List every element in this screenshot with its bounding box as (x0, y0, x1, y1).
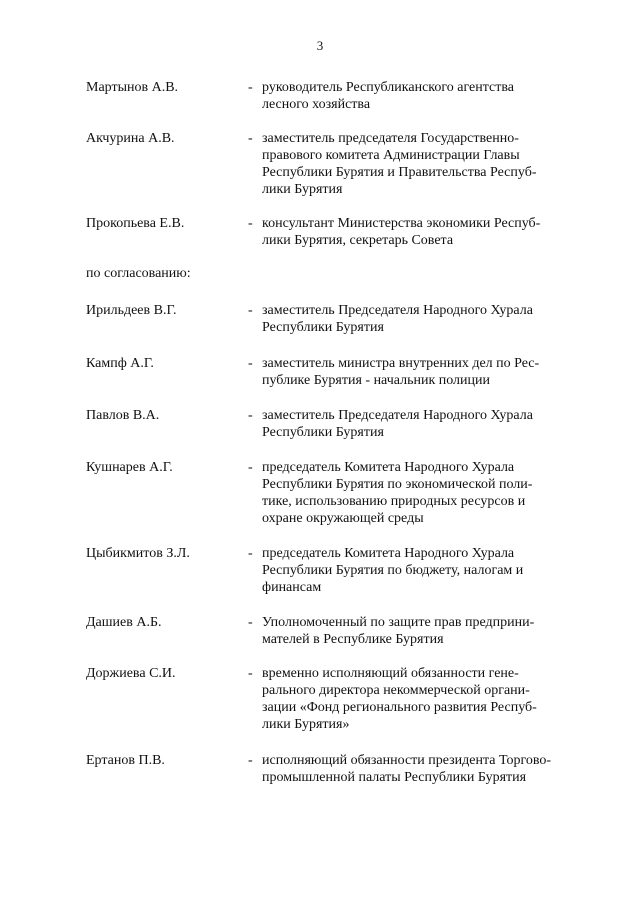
member-name: Доржиева С.И. (86, 666, 176, 681)
position-line: Республики Бурятия (262, 320, 384, 335)
position-line: правового комитета Администрации Главы (262, 148, 520, 163)
member-position (262, 215, 573, 249)
position-line: руководитель Республиканского агентства (262, 80, 515, 95)
position-line: временно исполняющий обязанности гене- (262, 666, 519, 681)
position-line: рального директора некоммерческой органи- (262, 683, 530, 698)
dash: - (248, 131, 253, 146)
position-line: заместитель Председателя Народного Хурала (262, 408, 533, 423)
member-name: Мартынов А.В. (86, 80, 179, 95)
position-line: председатель Комитета Народного Хурала (262, 460, 515, 475)
dash: - (248, 460, 253, 475)
member-position (262, 752, 573, 786)
member-name: Павлов В.А. (86, 408, 160, 423)
position-line: Республики Бурятия по экономической поли- (262, 477, 533, 492)
position-line: исполняющий обязанности президента Торгово- (262, 753, 552, 768)
dash: - (248, 408, 253, 423)
member-name: Ирильдеев В.Г. (86, 303, 177, 318)
member-position (262, 665, 573, 733)
dash: - (248, 303, 253, 318)
member-position (262, 79, 573, 113)
member-name: Дашиев А.Б. (86, 615, 162, 630)
position-line: мателей в Республике Бурятия (262, 632, 444, 647)
position-line: лесного хозяйства (262, 97, 371, 112)
member-name: Акчурина А.В. (86, 131, 175, 146)
member-name: Прокопьева Е.В. (86, 216, 185, 231)
position-line: Уполномоченный по защите прав предприни- (262, 615, 535, 630)
dash: - (248, 546, 253, 561)
position-line: Республики Бурятия (262, 425, 384, 440)
member-position (262, 302, 573, 336)
page-number: 3 (316, 38, 324, 53)
member-position (262, 459, 573, 527)
position-line: охране окружающей среды (262, 511, 424, 526)
position-line: Республики Бурятия и Правительства Респуб- (262, 165, 537, 180)
member-position (262, 130, 573, 198)
member-name: Ертанов П.В. (86, 753, 165, 768)
position-line: лики Бурятия, секретарь Совета (262, 233, 454, 248)
position-line: лики Бурятия» (262, 717, 350, 732)
dash: - (248, 356, 253, 371)
position-line: председатель Комитета Народного Хурала (262, 546, 515, 561)
position-line: финансам (262, 580, 322, 595)
dash: - (248, 216, 253, 231)
dash: - (248, 615, 253, 630)
member-name: Цыбикмитов З.Л. (86, 546, 190, 561)
member-position (262, 545, 573, 596)
member-name: Кампф А.Г. (86, 356, 154, 371)
position-line: Республики Бурятия по бюджету, налогам и (262, 563, 524, 578)
position-line: промышленной палаты Республики Бурятия (262, 770, 527, 785)
member-position (262, 407, 573, 441)
position-line: консультант Министерства экономики Респуб- (262, 216, 541, 231)
dash: - (248, 753, 253, 768)
position-line: заместитель председателя Государственно- (262, 131, 519, 146)
position-line: лики Бурятия (262, 182, 343, 197)
member-position (262, 614, 573, 648)
position-line: заместитель Председателя Народного Хурала (262, 303, 533, 318)
member-position (262, 355, 573, 389)
position-line: тике, использованию природных ресурсов и (262, 494, 526, 509)
dash: - (248, 80, 253, 95)
position-line: заместитель министра внутренних дел по Рес- (262, 356, 540, 371)
position-line: публике Бурятия - начальник полиции (262, 373, 491, 388)
section-label: по согласованию: (86, 266, 191, 281)
member-name: Кушнарев А.Г. (86, 460, 173, 475)
dash: - (248, 666, 253, 681)
position-line: зации «Фонд регионального развития Респуб- (262, 700, 537, 715)
